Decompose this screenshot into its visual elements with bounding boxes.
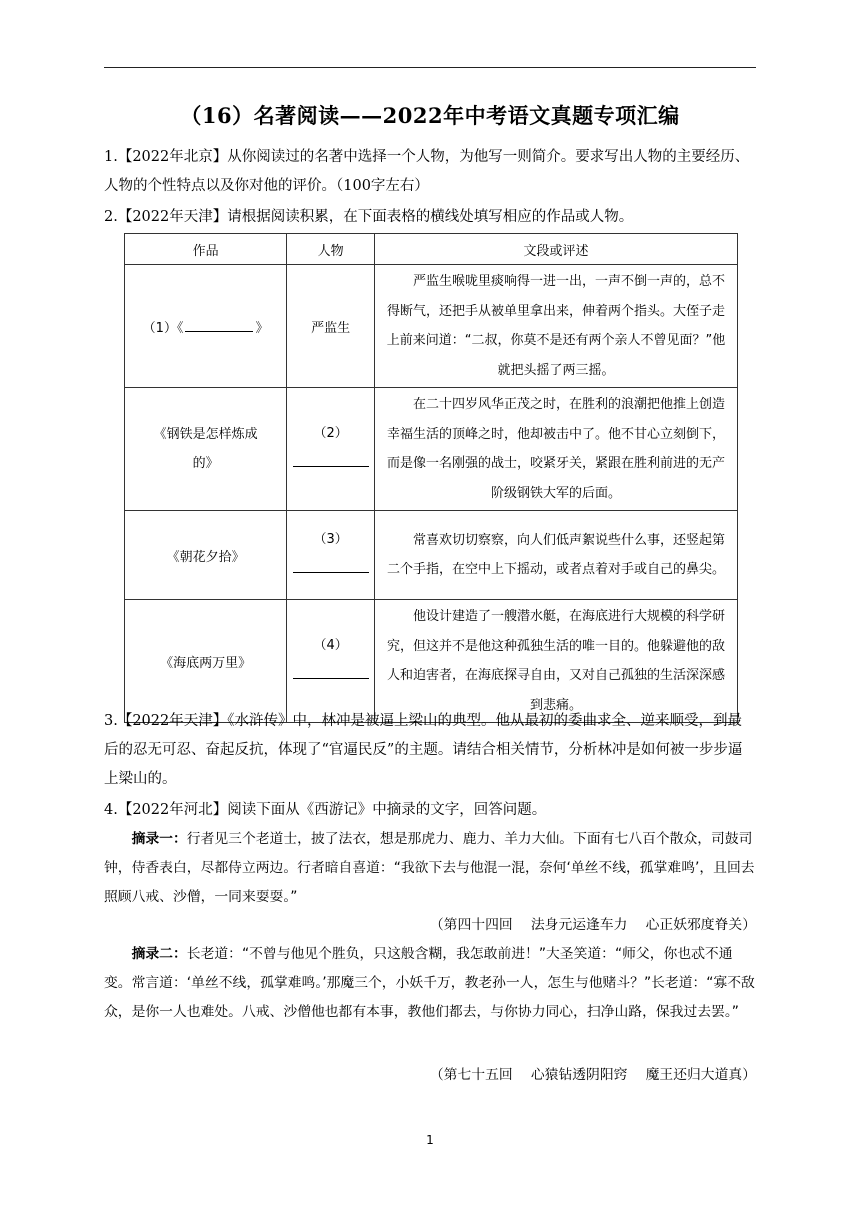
person-cell — [287, 511, 375, 600]
answer-blank-4[interactable] — [293, 664, 369, 679]
description-text: 他设计建造了一艘潜水艇，在海底进行大规模的科学研究，但这并不是他这种孤独生活的唯一目的。他躲避他的敌人和迫害者，在海底探寻自由，又对自己孤独的生活深深感到悲痛。 — [387, 609, 726, 713]
answer-blank-3[interactable] — [293, 558, 369, 573]
person-cell — [287, 388, 375, 511]
question-4: 4.【2022年河北】阅读下面从《西游记》中摘录的文字，回答问题。 — [104, 802, 547, 818]
excerpt-2-label: 摘录二： — [131, 946, 187, 962]
answer-blank-1[interactable] — [185, 317, 253, 332]
works-table — [124, 233, 738, 723]
person-cell: 严监生 — [287, 265, 375, 388]
question-2: 2.【2022年天津】请根据阅读积累，在下面表格的横线处填写相应的作品或人物。 — [104, 209, 634, 225]
description-cell — [375, 265, 738, 388]
description-cell — [375, 388, 738, 511]
header-work: 作品 — [125, 234, 287, 265]
work-suffix: 》 — [255, 320, 269, 336]
excerpt-1-label: 摘录一： — [131, 831, 187, 847]
question-3: 3.【2022年天津】《水浒传》中，林冲是被逼上梁山的典型。他从最初的委曲求全、逆来顺受，到最后的忍无可忍、奋起反抗，体现了“官逼民反”的主题。请结合相关情节，分析林冲是如何被一步步逼上梁山的。 — [104, 713, 743, 787]
excerpt-1-text: 行者见三个老道士，披了法衣，想是那虎力、鹿力、羊力大仙。下面有七八百个散众，司鼓司钟，侍香表白，尽都侍立两边。行者暗自喜道：“我欲下去与他混一混，奈何‘单丝不线，孤掌难鸣’，且回去照顾八戒、沙僧，一同来耍耍。” — [104, 831, 755, 905]
table-header-row — [125, 234, 738, 265]
description-text: 严监生喉咙里痰响得一进一出，一声不倒一声的，总不得断气，还把手从被单里拿出来，伸着两个指头。大侄子走上前来问道：“二叔，你莫不是还有两个亲人不曾见面？”他就把头摇了两三摇。 — [386, 274, 726, 378]
answer-number: （4） — [313, 638, 348, 653]
work-title: 《钢铁是怎样炼成的》 — [153, 427, 258, 471]
question-1: 1.【2022年北京】从你阅读过的名著中选择一个人物，为他写一则简介。要求写出人物的主要经历、人物的个性特点以及你对他的评价。（100字左右） — [104, 149, 750, 194]
work-prefix: （1）《 — [142, 320, 184, 336]
description-text: 在二十四岁风华正茂之时，在胜利的浪潮把他推上创造幸福生活的顶峰之时，他却被击中了。他不甘心立刻倒下，而是像一名刚强的战士，咬紧牙关，紧跟在胜利前进的无产阶级钢铁大军的后面。 — [387, 397, 726, 501]
work-cell — [125, 388, 287, 511]
excerpt-2 — [104, 940, 756, 1027]
work-cell — [125, 265, 287, 388]
excerpt-1 — [104, 825, 756, 912]
page-number: 1 — [426, 1133, 434, 1147]
description-cell — [375, 511, 738, 600]
header-rule — [104, 67, 756, 68]
answer-number: （3） — [313, 532, 348, 547]
description-text: 常喜欢切切察察，向人们低声絮说些什么事，还竖起第二个手指，在空中上下摇动，或者点着对手或自己的鼻尖。 — [387, 532, 726, 577]
table-row — [125, 600, 738, 723]
table-row — [125, 265, 738, 388]
excerpt-1-source: （第四十四回 法身元运逢车力 心正妖邪度脊关） — [429, 917, 756, 933]
table-row — [125, 388, 738, 511]
header-person: 人物 — [287, 234, 375, 265]
answer-blank-2[interactable] — [293, 452, 369, 467]
table-row — [125, 511, 738, 600]
work-cell: 《海底两万里》 — [125, 600, 287, 723]
page-title: （16）名著阅读——2022年中考语文真题专项汇编 — [180, 103, 680, 128]
excerpt-2-text: 长老道：“不曾与他见个胜负，只这般含糊，我怎敢前进！”大圣笑道：“师父，你也忒不通变。常言道：‘单丝不线，孤掌难鸣。’那魔三个，小妖千万，教老孙一人，怎生与他赌斗？”长老道：“寡不敌众，是你一人也难处。八戒、沙僧他也都有本事，教他们都去，与你协力同心，扫净山路，保我过去罢。” — [104, 946, 755, 1020]
description-cell — [375, 600, 738, 723]
person-cell — [287, 600, 375, 723]
answer-number: （2） — [313, 426, 348, 441]
header-description: 文段或评述 — [375, 234, 738, 265]
excerpt-2-source: （第七十五回 心猿钻透阴阳窍 魔王还归大道真） — [429, 1067, 756, 1083]
work-cell: 《朝花夕拾》 — [125, 511, 287, 600]
